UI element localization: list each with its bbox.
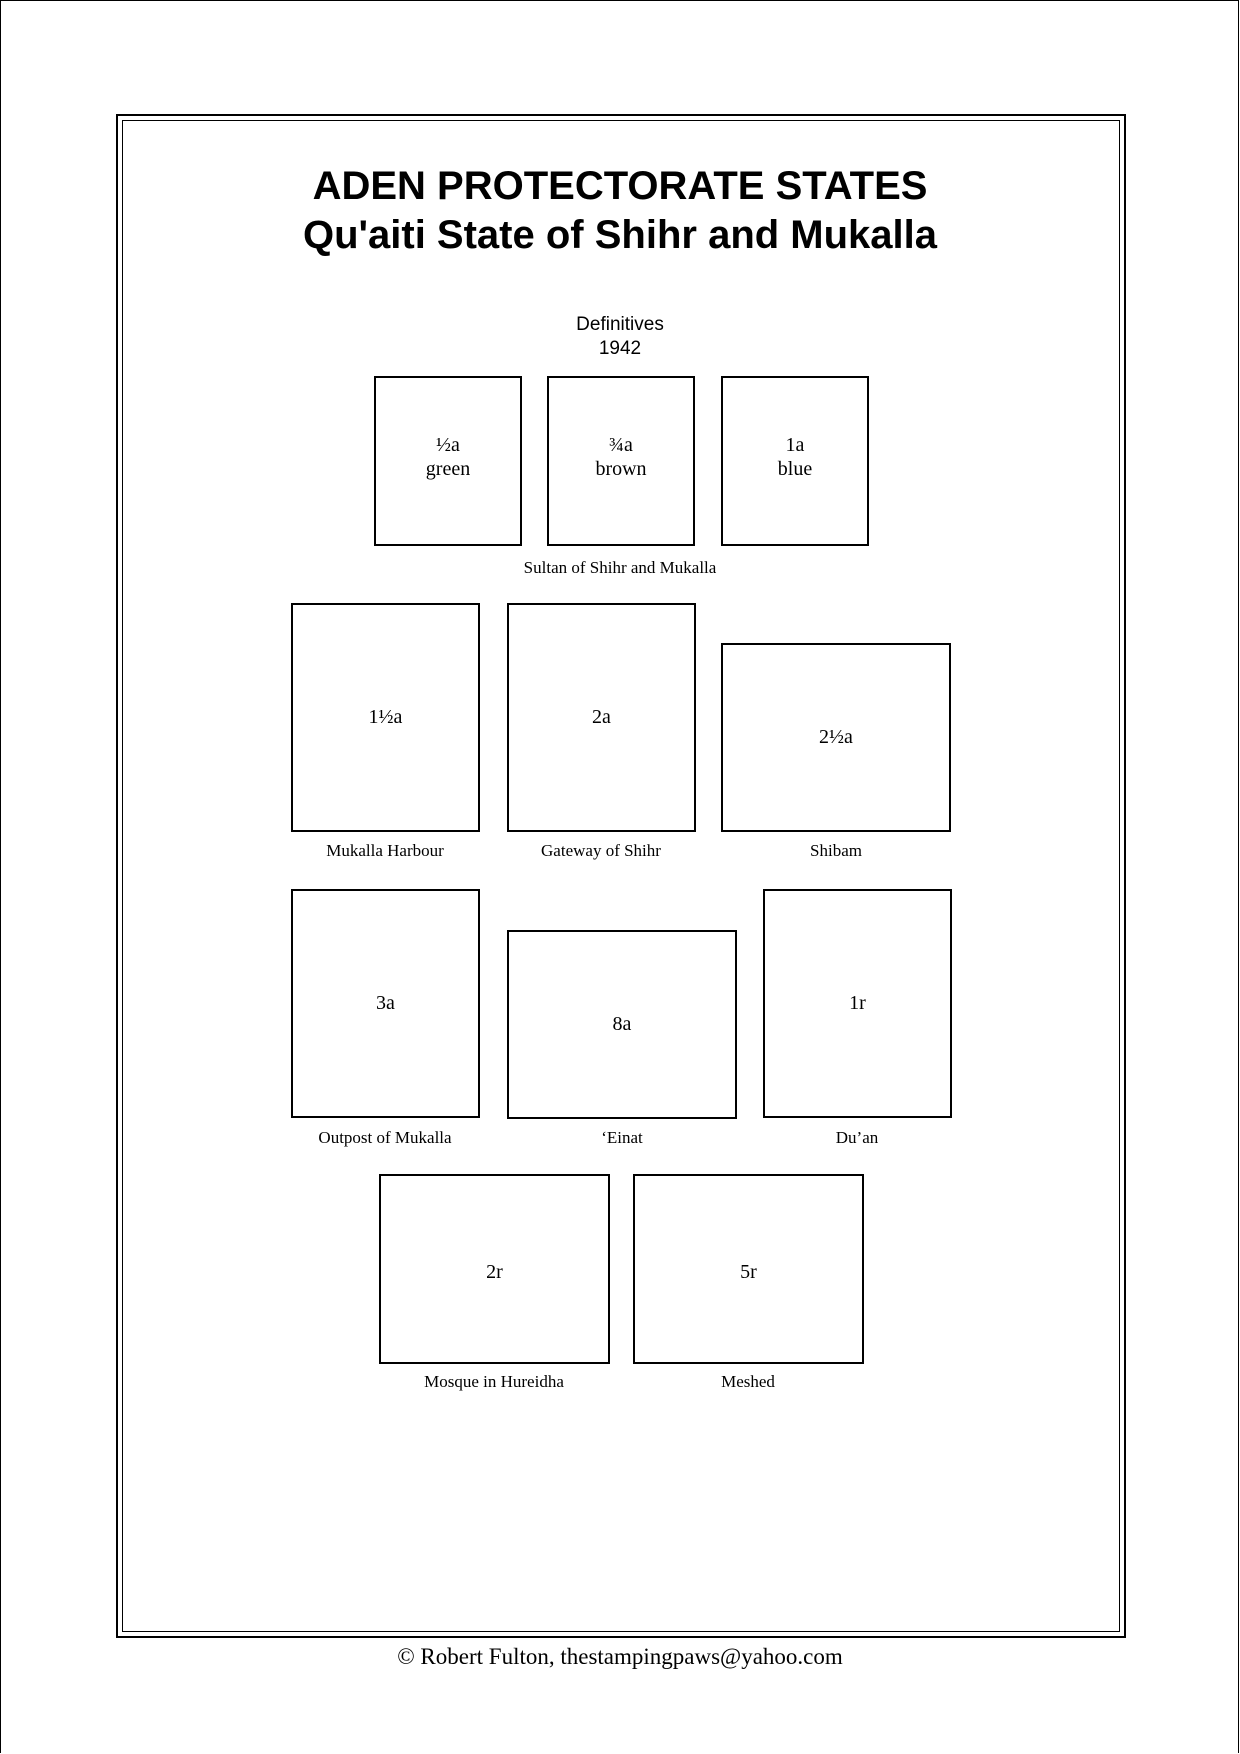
stamp-caption: ‘Einat — [601, 1128, 643, 1147]
stamp-value: ½a — [436, 434, 460, 456]
stamp-box — [374, 376, 522, 546]
stamp-caption: Meshed — [721, 1372, 775, 1391]
stamp-color: blue — [777, 458, 813, 480]
stamp-value: 1r — [849, 992, 866, 1014]
section-year: 1942 — [598, 338, 642, 359]
stamp-caption: Gateway of Shihr — [541, 841, 661, 860]
stamp-box — [721, 643, 951, 832]
stamp-value: 1½a — [368, 706, 403, 728]
stamp-color: brown — [595, 458, 647, 480]
stamp-box — [507, 603, 696, 832]
stamp-caption: Du’an — [835, 1128, 879, 1147]
stamp-box — [721, 376, 869, 546]
stamp-value: ¾a — [609, 434, 633, 456]
stamp-value: 2r — [486, 1261, 503, 1283]
stamp-value: 3a — [376, 992, 395, 1014]
stamp-value: 2a — [592, 706, 611, 728]
page-title: ADEN PROTECTORATE STATES — [312, 164, 928, 208]
stamp-value: 2½a — [819, 726, 853, 748]
copyright-footer: © Robert Fulton, thestampingpaws@yahoo.com — [397, 1644, 843, 1669]
stamp-caption: Outpost of Mukalla — [318, 1128, 452, 1147]
stamp-box — [763, 889, 952, 1118]
page-subtitle: Qu'aiti State of Shihr and Mukalla — [302, 213, 938, 257]
stamp-value: 5r — [740, 1261, 757, 1283]
stamp-box — [633, 1174, 864, 1364]
stamp-caption: Shibam — [810, 841, 862, 860]
stamp-box — [547, 376, 695, 546]
stamp-value: 8a — [612, 1013, 632, 1035]
stamp-color: green — [425, 458, 471, 480]
stamp-caption: Mukalla Harbour — [326, 841, 444, 860]
stamp-box — [291, 603, 480, 832]
stamp-box — [379, 1174, 610, 1364]
stamp-box — [507, 930, 737, 1119]
stamp-value: 1a — [785, 434, 805, 456]
stamp-box — [291, 889, 480, 1118]
section-name: Definitives — [576, 314, 664, 335]
row-caption: Sultan of Shihr and Mukalla — [523, 558, 717, 577]
stamp-caption: Mosque in Hureidha — [424, 1372, 564, 1391]
